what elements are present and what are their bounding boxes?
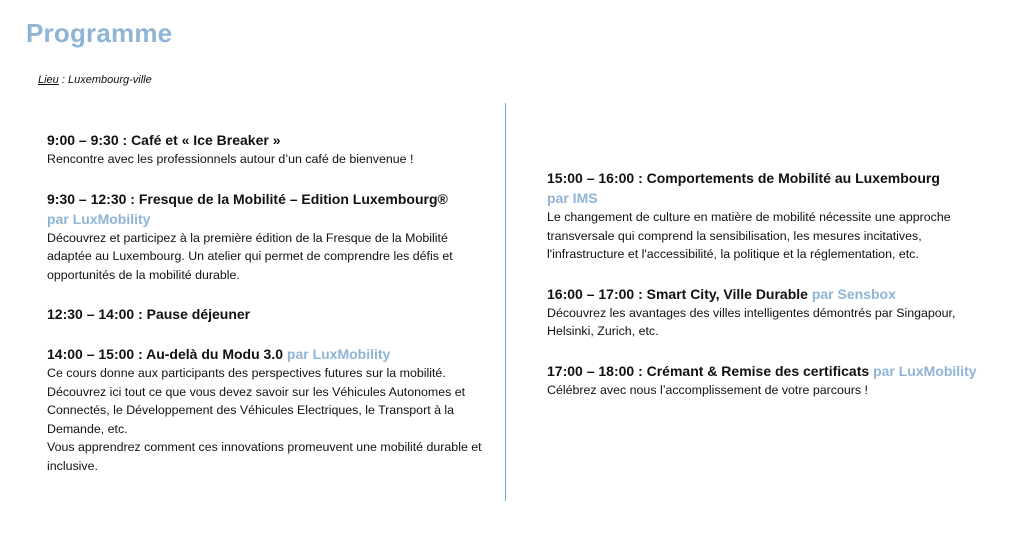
session-description: Découvrez et participez à la première édition de la Fresque de la Mobilité adaptée au Luxembourg. Un atelier qui permet de comprendre les défis et opportunités de la mobilité durable. [47,230,453,282]
session-title: Crémant & Remise des certificats [646,362,870,379]
session-time: 14:00 – 15:00 : [47,346,147,362]
session-fresque [47,189,492,285]
session-time: 12:30 – 14:00 : [47,306,147,322]
session-time: 15:00 – 16:00 : [547,170,647,186]
session-heading [547,168,997,208]
session-description: Le changement de culture en matière de mobilité nécessite une approche transversale qui comprend la sensibilisation, les mesures incitatives, l'infrastructure et l'accessibilité, la politique et la réglementation, etc. [547,210,951,261]
session-time: 9:00 – 9:30 : [47,132,132,148]
session-speaker: par IMS [547,190,598,206]
session-description-extra: Vous apprendrez comment ces innovations promeuvent une mobilité durable et inclusive. [47,440,482,473]
location-label: Lieu [38,74,59,86]
session-speaker: par LuxMobility [47,210,151,227]
session-modu [47,344,492,475]
session-speaker: par LuxMobility [873,362,977,379]
session-description: Rencontre avec les professionnels autour d’un café de bienvenue ! [47,152,414,166]
session-pause [47,304,492,324]
session-speaker: par LuxMobility [286,346,391,362]
program-column-left [47,130,492,495]
session-time: 17:00 – 18:00 : [547,362,647,379]
session-cremant [547,361,997,400]
session-cafe [47,130,492,169]
session-description: Célébrez avec nous l’accomplissement de votre parcours ! [547,382,868,397]
session-title: Fresque de la Mobilité – Edition Luxembourg® [138,190,448,207]
session-speaker: par Sensbox [811,285,896,302]
column-divider [505,103,506,501]
session-heading [47,189,492,229]
location-value: : Luxembourg-ville [58,74,152,86]
page-title: Programme [26,18,173,48]
session-title: Smart City, Ville Durable [646,285,808,302]
location-line [38,74,152,86]
session-description: Découvrez les avantages des villes intelligentes démontrés par Singapour, Helsinki, Zurich, etc. [547,305,956,338]
session-comportements [547,168,997,264]
session-title: Comportements de Mobilité au Luxembourg [646,170,940,186]
session-title: Pause déjeuner [146,306,251,322]
session-description: Ce cours donne aux participants des perspectives futures sur la mobilité. Découvrez ici tout ce que vous devez savoir sur les Véhicules Autonomes et Connectés, le Développement des Véhicules Electriques, le Transport à la Demande, etc. [47,366,466,436]
session-heading [547,361,997,381]
session-time: 9:30 – 12:30 : [47,190,139,207]
program-column-right [547,168,997,419]
session-heading [47,344,492,364]
session-smart-city [547,284,997,341]
session-heading [47,304,492,324]
session-title: Au-delà du Modu 3.0 [146,346,283,362]
session-title: Café et « Ice Breaker » [131,132,281,148]
session-heading [547,284,997,304]
session-time: 16:00 – 17:00 : [547,285,647,302]
session-heading [47,130,492,150]
